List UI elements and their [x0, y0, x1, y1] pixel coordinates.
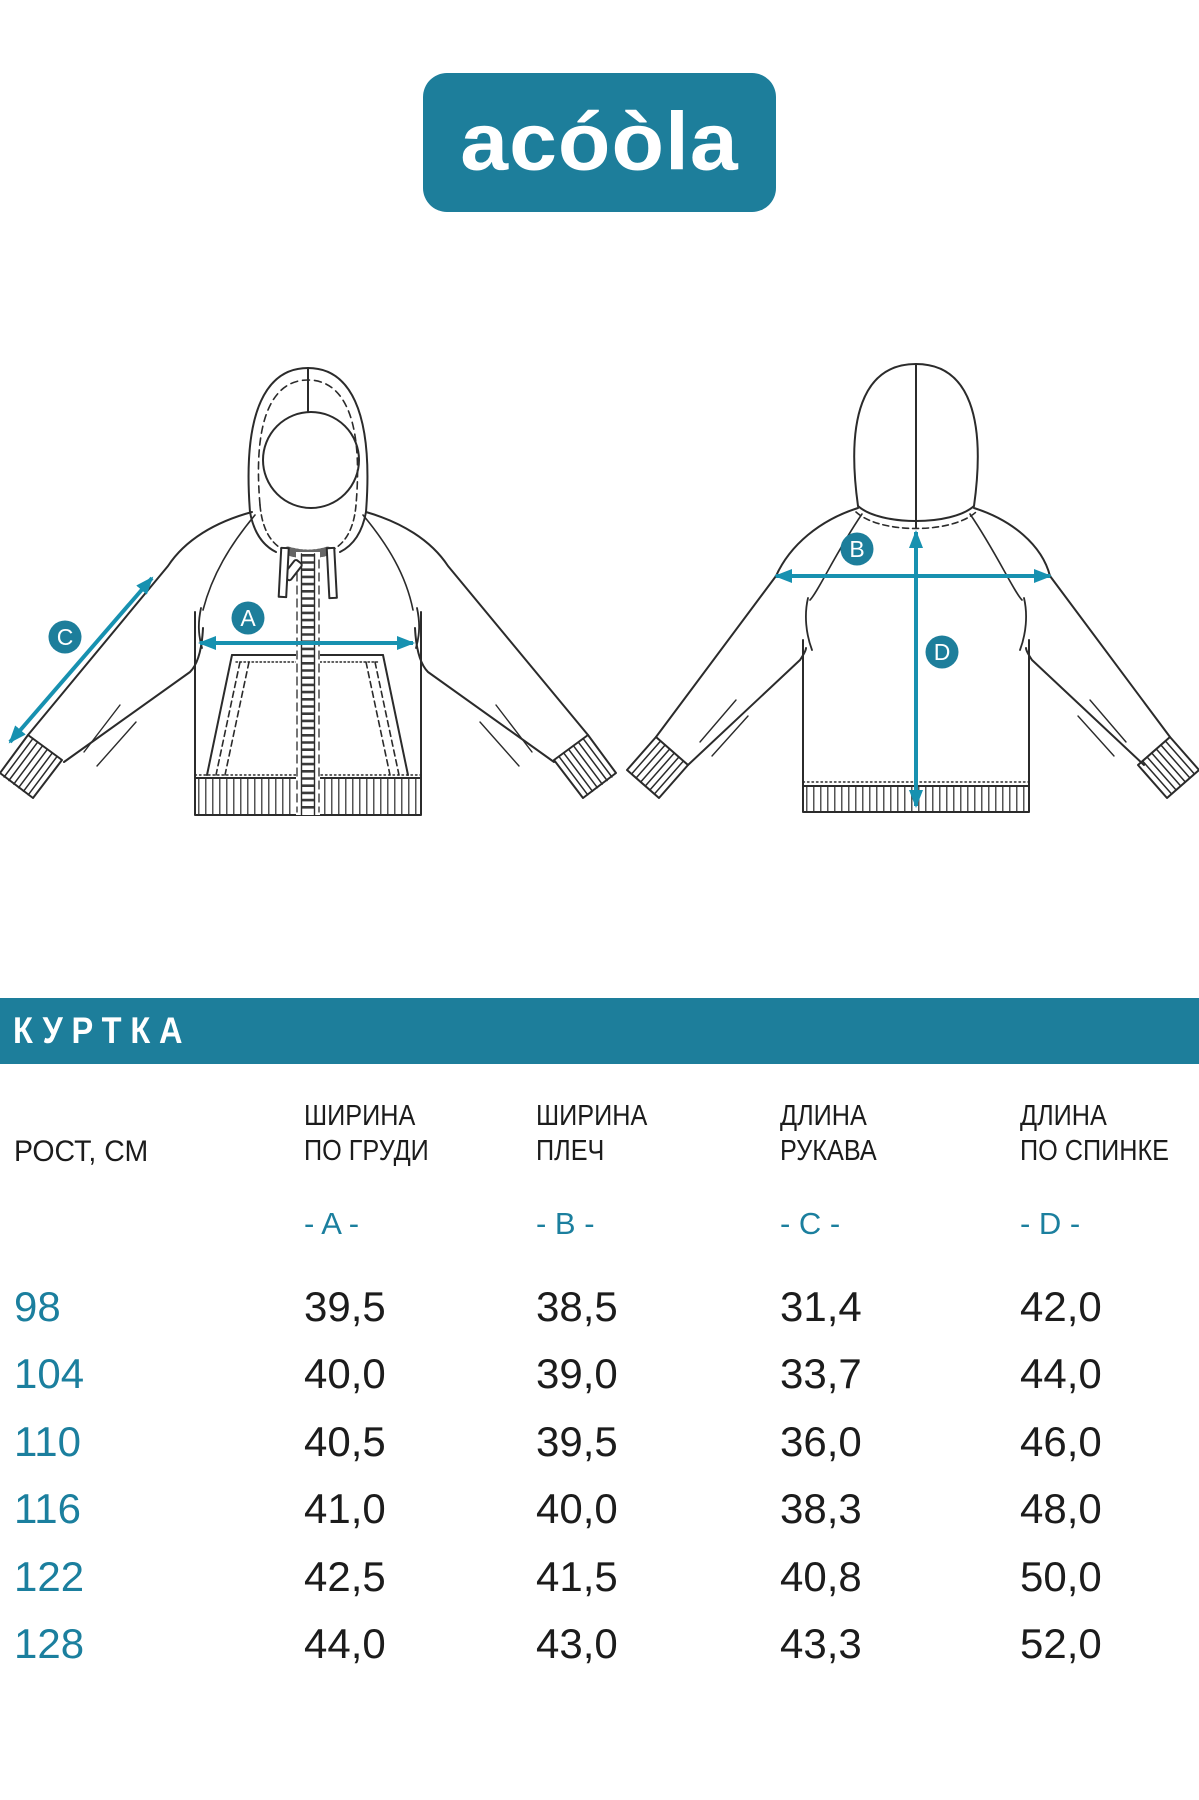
- sleeve-value: 40,8: [780, 1553, 862, 1600]
- table-header-row: [0, 1099, 1199, 1169]
- brand-logo: [423, 73, 776, 212]
- measure-badge-d: [926, 636, 959, 669]
- measure-badge-c: [49, 621, 82, 654]
- size-value: 98: [14, 1283, 61, 1330]
- back-value: 42,0: [1020, 1283, 1102, 1330]
- chest-value: 41,0: [304, 1485, 386, 1532]
- back-left-shoulder: [656, 508, 858, 737]
- table-row: [0, 1285, 1199, 1329]
- table-row: [0, 1420, 1199, 1464]
- jacket-back-drawing: [627, 364, 1199, 812]
- shoulder-value: 40,0: [536, 1485, 618, 1532]
- chest-value: 42,5: [304, 1553, 386, 1600]
- back-left-cuff: [627, 700, 748, 798]
- column-header-shoulder-width: ШИРИНА ПЛЕЧ: [536, 1100, 648, 1167]
- shoulder-value: 38,5: [536, 1283, 618, 1330]
- back-right-armhole-tick: [1020, 598, 1026, 650]
- sleeve-value: 43,3: [780, 1620, 862, 1667]
- back-right-cuff: [1078, 700, 1199, 798]
- shoulder-value: 41,5: [536, 1553, 618, 1600]
- title-band: [0, 998, 1199, 1064]
- svg-text:C: C: [56, 624, 74, 650]
- jacket-front-drawing: [0, 368, 616, 815]
- shoulder-value: 39,0: [536, 1350, 618, 1397]
- chest-value: 44,0: [304, 1620, 386, 1667]
- measure-arrow-c: [10, 578, 152, 742]
- table-row: [0, 1487, 1199, 1531]
- back-value: 44,0: [1020, 1350, 1102, 1397]
- jacket-measurement-diagram: [0, 330, 1199, 850]
- table-row: [0, 1622, 1199, 1666]
- sleeve-value: 38,3: [780, 1485, 862, 1532]
- shoulder-value: 39,5: [536, 1418, 618, 1465]
- back-value: 50,0: [1020, 1553, 1102, 1600]
- brand-logo-text: acóòla: [460, 96, 739, 188]
- front-right-cuff: [480, 705, 616, 798]
- column-header-height: РОСТ, СМ: [14, 1135, 149, 1168]
- front-hood-opening: [263, 412, 359, 508]
- back-value: 48,0: [1020, 1485, 1102, 1532]
- svg-text:D: D: [933, 639, 951, 665]
- size-value: 104: [14, 1350, 85, 1397]
- size-value: 122: [14, 1553, 85, 1600]
- letter-d: - D -: [1020, 1206, 1081, 1241]
- page-title: КУРТКА: [13, 1010, 192, 1051]
- sleeve-value: 33,7: [780, 1350, 862, 1397]
- table-row: [0, 1555, 1199, 1599]
- letter-a: - A -: [304, 1206, 360, 1241]
- chest-value: 39,5: [304, 1283, 386, 1330]
- back-value: 46,0: [1020, 1418, 1102, 1465]
- measure-badge-a: [232, 602, 265, 635]
- back-left-armhole-tick: [806, 598, 812, 650]
- sleeve-value: 31,4: [780, 1283, 862, 1330]
- svg-text:A: A: [240, 605, 256, 631]
- size-value: 110: [14, 1418, 81, 1465]
- chest-value: 40,0: [304, 1350, 386, 1397]
- column-header-chest-width: ШИРИНА ПО ГРУДИ: [304, 1100, 429, 1167]
- front-right-shoulder: [366, 512, 588, 735]
- chest-value: 40,5: [304, 1418, 386, 1465]
- front-left-cuff: [0, 705, 136, 798]
- letter-c: - C -: [780, 1206, 841, 1241]
- column-header-sleeve-length: ДЛИНА РУКАВА: [780, 1100, 877, 1167]
- column-header-back-length: ДЛИНА ПО СПИНКЕ: [1020, 1100, 1170, 1167]
- svg-text:B: B: [849, 536, 865, 562]
- size-value: 128: [14, 1620, 85, 1667]
- back-value: 52,0: [1020, 1620, 1102, 1667]
- size-value: 116: [14, 1485, 81, 1532]
- back-right-shoulder: [974, 508, 1170, 737]
- sleeve-value: 36,0: [780, 1418, 862, 1465]
- table-row: [0, 1352, 1199, 1396]
- front-zipper: [283, 552, 320, 815]
- measure-badge-b: [841, 533, 874, 566]
- table-letter-row: [0, 1208, 1199, 1239]
- shoulder-value: 43,0: [536, 1620, 618, 1667]
- letter-b: - B -: [536, 1206, 595, 1241]
